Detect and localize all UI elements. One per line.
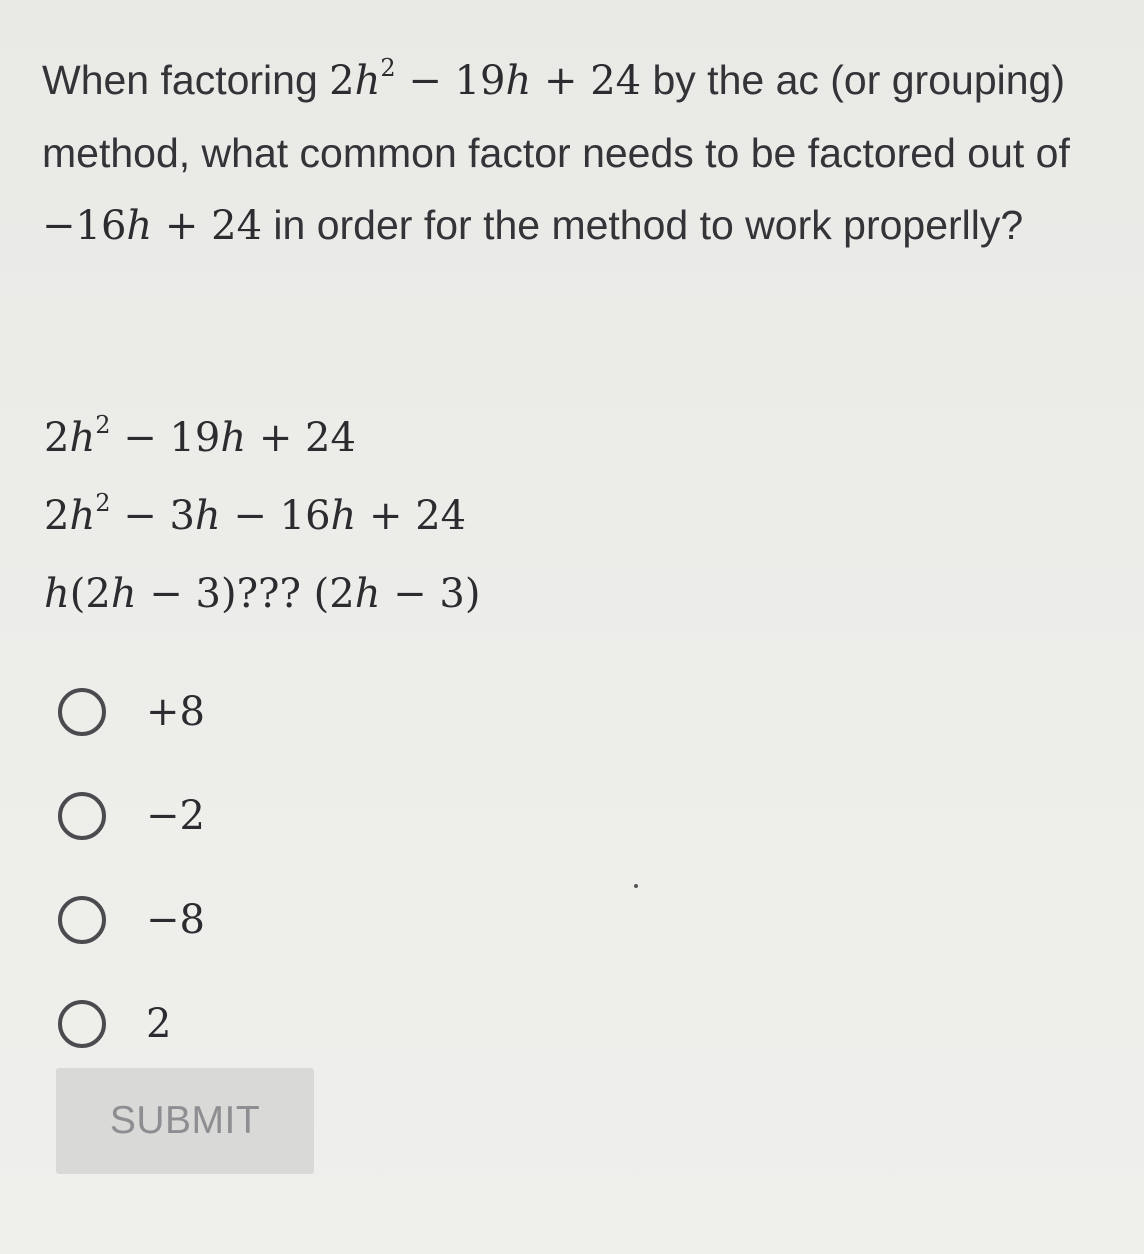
radio-button[interactable] — [58, 1000, 106, 1048]
option-label: −8 — [146, 897, 205, 943]
option-plus-8[interactable] — [58, 660, 205, 764]
step-line-2: $2h^2 - 3h - 16h + 24$ — [44, 489, 467, 539]
option-2[interactable] — [58, 972, 205, 1076]
step-line-1: $2h^2 - 19h + 24$ — [44, 411, 356, 461]
radio-button[interactable] — [58, 688, 106, 736]
answer-options — [58, 660, 205, 1076]
radio-button[interactable] — [58, 896, 106, 944]
question-part-2: by the ac (or grouping) method, what common factor needs to be factored out of — [42, 57, 1070, 176]
submit-button[interactable]: SUBMIT — [56, 1068, 314, 1174]
option-label: +8 — [146, 689, 205, 735]
option-minus-8[interactable] — [58, 868, 205, 972]
option-label: 2 — [146, 1001, 172, 1047]
question-expression-1: $2h^2 - 19h + 24$ — [329, 54, 642, 104]
step-line-3: h(2h − 3)??? (2h − 3) — [44, 571, 481, 617]
question-text — [42, 44, 1102, 262]
question-part-1: When factoring — [42, 57, 330, 103]
factoring-steps — [44, 408, 480, 642]
question-expression-2: −16h + 24 — [42, 203, 263, 249]
question-part-3: in order for the method to work properlly? — [262, 202, 1024, 248]
option-label: −2 — [146, 793, 205, 839]
radio-button[interactable] — [58, 792, 106, 840]
screen-speck — [634, 884, 638, 888]
option-minus-2[interactable] — [58, 764, 205, 868]
